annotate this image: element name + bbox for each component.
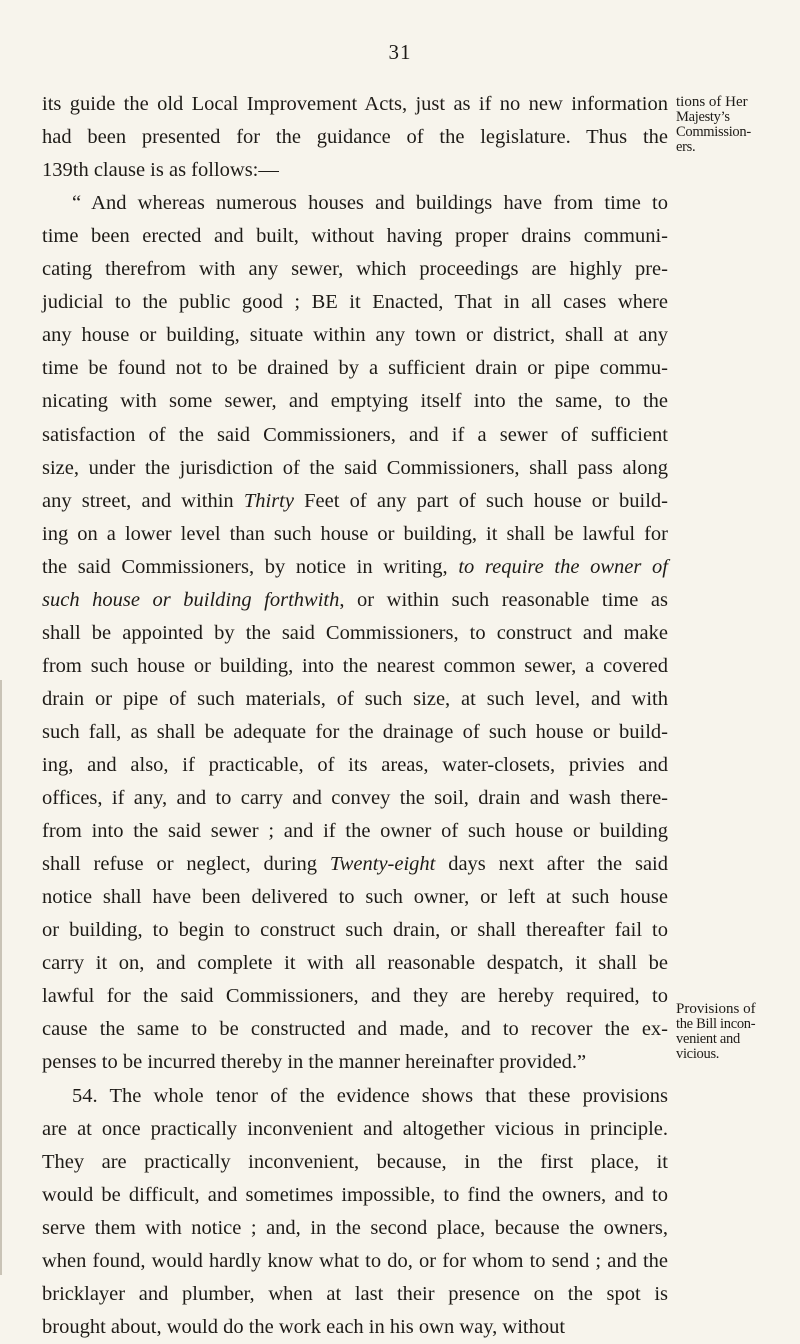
- body-line: judicial to the public good ; BE it Enacted, That in all cases where: [42, 291, 668, 314]
- italic-phrase: such house or building forthwith: [42, 588, 340, 611]
- body-line: offices, if any, and to carry and convey the soil, drain and wash there-: [42, 787, 668, 810]
- body-line: nicating with some sewer, and emptying itself into the same, to the: [42, 390, 668, 413]
- page-number: 31: [388, 40, 412, 64]
- body-line: serve them with notice ; and, in the second place, because the owners,: [42, 1216, 668, 1239]
- body-line: penses to be incurred thereby in the manner hereinafter provided.”: [42, 1051, 587, 1074]
- body-line: lawful for the said Commissioners, and they are hereby required, to: [42, 985, 668, 1008]
- body-line: “ And whereas numerous houses and buildings have from time to: [72, 192, 668, 215]
- body-line: time be found not to be drained by a sufficient drain or pipe commu-: [42, 357, 668, 380]
- body-line: cause the same to be constructed and made, and to recover the ex-: [42, 1018, 668, 1041]
- body-line: when found, would hardly know what to do, or for whom to send ; and the: [42, 1249, 668, 1272]
- body-line: or building, to begin to construct such drain, or shall thereafter fail to: [42, 919, 668, 942]
- body-line: the said Commissioners, by notice in writing, to require the owner of: [42, 555, 668, 578]
- body-line: satisfaction of the said Commissioners, and if a sewer of sufficient: [42, 423, 668, 446]
- body-line: 54. The whole tenor of the evidence shows that these provisions: [72, 1084, 668, 1107]
- margin-note-line: Provisions of: [676, 1001, 756, 1017]
- body-line: any street, and within Thirty Feet of any part of such house or build-: [42, 489, 668, 512]
- body-line: 139th clause is as follows:—: [42, 159, 279, 182]
- margin-note-line: tions of Her: [676, 94, 748, 110]
- margin-note-commissioners: [676, 95, 796, 155]
- margin-note-line: venient and: [676, 1031, 740, 1047]
- body-line: ing, and also, if practicable, of its areas, water-closets, privies and: [42, 754, 668, 776]
- body-line: shall be appointed by the said Commissioners, to construct and make: [42, 621, 668, 644]
- italic-phrase: Thirty: [243, 489, 294, 512]
- body-line: notice shall have been delivered to such owner, or left at such house: [42, 886, 668, 909]
- page-edge-shadow: [0, 680, 2, 1275]
- body-line: such fall, as shall be adequate for the drainage of such house or build-: [42, 720, 668, 743]
- margin-note-line: vicious.: [676, 1046, 720, 1062]
- body-line: any house or building, situate within any town or district, shall at any: [42, 324, 668, 347]
- italic-phrase: to require the owner of: [458, 555, 668, 578]
- body-line: ing on a lower level than such house or building, it shall be lawful for: [42, 522, 668, 545]
- margin-note-line: ers.: [676, 139, 696, 155]
- body-line: from such house or building, into the nearest common sewer, a covered: [42, 654, 668, 677]
- body-line: They are practically inconvenient, because, in the first place, it: [42, 1150, 668, 1173]
- body-line: shall refuse or neglect, during Twenty-eight days next after the said: [42, 853, 668, 876]
- body-line: cating therefrom with any sewer, which proceedings are highly pre-: [42, 258, 668, 281]
- body-line: bricklayer and plumber, when at last their presence on the spot is: [42, 1282, 668, 1305]
- body-line: would be difficult, and sometimes impossible, to find the owners, and to: [42, 1183, 668, 1206]
- body-line: time been erected and built, without having proper drains communi-: [42, 225, 668, 248]
- italic-phrase: Twenty-eight: [329, 853, 436, 876]
- body-line: from into the said sewer ; and if the owner of such house or building: [42, 820, 668, 843]
- margin-note-line: Majesty’s: [676, 109, 730, 125]
- body-line: had been presented for the guidance of the legislature. Thus the: [42, 126, 668, 149]
- body-line: brought about, would do the work each in his own way, without: [42, 1315, 566, 1338]
- body-line: its guide the old Local Improvement Acts, just as if no new information: [42, 93, 668, 115]
- body-line: drain or pipe of such materials, of such size, at such level, and with: [42, 687, 668, 710]
- body-line: are at once practically inconvenient and altogether vicious in principle.: [42, 1117, 668, 1140]
- body-line: carry it on, and complete it with all reasonable despatch, it shall be: [42, 952, 668, 975]
- body-line: size, under the jurisdiction of the said Commissioners, shall pass along: [42, 456, 668, 479]
- body-line: such house or building forthwith, or within such reasonable time as: [42, 588, 668, 611]
- margin-note-provisions: [676, 1002, 796, 1062]
- margin-note-line: the Bill incon-: [676, 1016, 756, 1032]
- margin-note-line: Commission-: [676, 124, 751, 140]
